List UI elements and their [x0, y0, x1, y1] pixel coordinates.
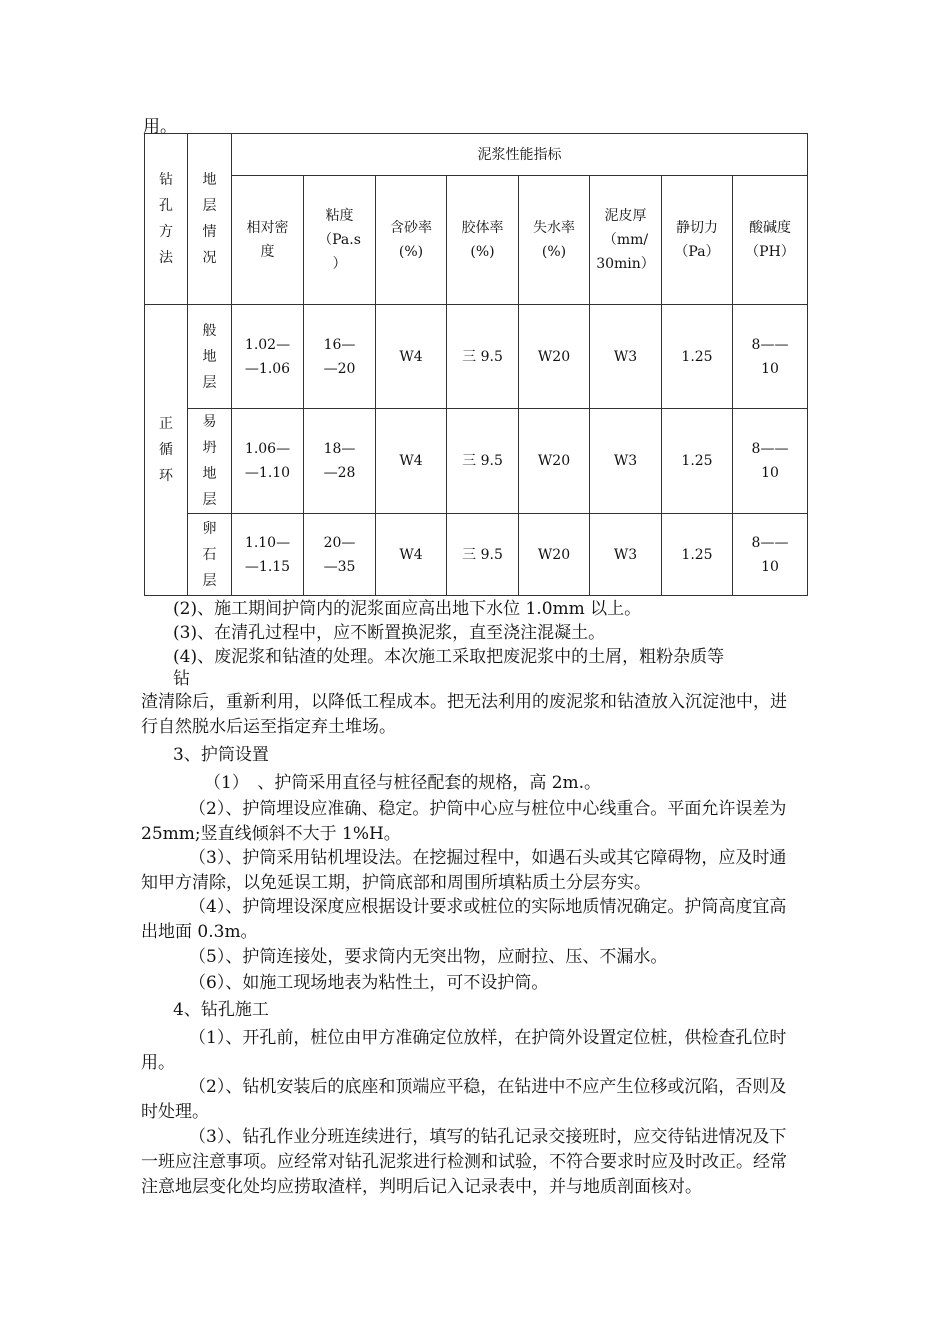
table-row — [145, 514, 808, 596]
section-4-title: 4、钻孔施工 — [173, 1000, 269, 1020]
paragraph-3: (3)、在清孔过程中，应不断置换泥浆，直至浇注混凝土。 — [173, 623, 606, 643]
cell-water-loss: W20 — [519, 514, 590, 596]
section-3-item-1: （1） 、护筒采用直径与桩径配套的规格，高 2m.。 — [204, 773, 602, 793]
header-density: 相对密 度 — [232, 176, 304, 305]
cell-mud-cake: W3 — [590, 305, 662, 409]
cell-water-loss: W20 — [519, 409, 590, 514]
section-3-title: 3、护筒设置 — [173, 745, 269, 765]
cell-shear: 1.25 — [662, 305, 733, 409]
table-row — [145, 305, 808, 409]
cell-ph: 8—— 10 — [733, 409, 808, 514]
section-3-item-5: （5）、护筒连接处，要求筒内无突出物，应耐拉、压、不漏水。 — [189, 947, 668, 967]
mud-performance-table — [144, 133, 808, 596]
cell-colloid: 三 9.5 — [447, 305, 519, 409]
cell-density: 1.06— —1.10 — [232, 409, 304, 514]
cell-sand: W4 — [376, 305, 447, 409]
section-4-item-3: （3）、钻孔作业分班连续进行，填写的钻孔记录交接班时，应交待钻进情况及下一班应注意事项。应经常对钻孔泥浆进行检测和试验，不符合要求时应及时改正。经常注意地层变化处均应捞取渣样，判明后记入记录表中，并与地质剖面核对。 — [141, 1127, 787, 1197]
cell-method: 正循环 — [145, 305, 188, 596]
section-3-item-6: （6）、如施工现场地表为粘性土，可不设护筒。 — [189, 973, 549, 993]
cell-density: 1.02— —1.06 — [232, 305, 304, 409]
header-viscosity: 粘度 （Pa.s ） — [304, 176, 376, 305]
cell-colloid: 三 9.5 — [447, 514, 519, 596]
paragraph-4-line1: (4)、废泥浆和钻渣的处理。本次施工采取把废泥浆中的土屑，粗粉杂质等 — [173, 647, 725, 667]
cell-sand: W4 — [376, 409, 447, 514]
section-3-item-3: （3）、护筒采用钻机埋设法。在挖掘过程中，如遇石头或其它障碍物，应及时通知甲方清除，以免延误工期，护筒底部和周围所填粘质土分层夯实。 — [141, 848, 787, 893]
header-ph: 酸碱度 （PH） — [733, 176, 808, 305]
header-sand-content: 含砂率 (%) — [376, 176, 447, 305]
cell-stratum: 般地层 — [188, 305, 232, 409]
cell-sand: W4 — [376, 514, 447, 596]
intro-tail: 用。 — [143, 117, 177, 137]
header-mud-indicators: 泥浆性能指标 — [232, 134, 808, 176]
header-colloid-rate: 胶体率 (%) — [447, 176, 519, 305]
paragraph-2: (2)、施工期间护筒内的泥浆面应高出地下水位 1.0mm 以上。 — [173, 599, 642, 619]
section-3-item-2: （2）、护筒埋设应准确、稳定。护筒中心应与桩位中心线重合。平面允许误差为 25mm;竖直线倾斜不大于 1%H。 — [141, 799, 787, 844]
section-3-item-4: （4）、护筒埋设深度应根据设计要求或桩位的实际地质情况确定。护筒高度宜高出地面 0.3m。 — [141, 897, 787, 942]
header-drill-method: 钻孔方法 — [145, 134, 188, 305]
cell-ph: 8—— 10 — [733, 514, 808, 596]
section-4-item-1: （1）、开孔前，桩位由甲方准确定位放样，在护筒外设置定位桩，供检查孔位时用。 — [141, 1028, 787, 1073]
paragraph-4-body: 渣清除后，重新利用，以降低工程成本。把无法利用的废泥浆和钻渣放入沉淀池中，进行自然脱水后运至指定弃土堆场。 — [141, 692, 787, 737]
cell-colloid: 三 9.5 — [447, 409, 519, 514]
cell-water-loss: W20 — [519, 305, 590, 409]
header-mud-cake: 泥皮厚 （mm/ 30min） — [590, 176, 662, 305]
cell-viscosity: 16— —20 — [304, 305, 376, 409]
cell-ph: 8—— 10 — [733, 305, 808, 409]
cell-stratum: 易坍地层 — [188, 409, 232, 514]
cell-mud-cake: W3 — [590, 409, 662, 514]
paragraph-4-line2: 钻 — [173, 669, 190, 689]
cell-density: 1.10— —1.15 — [232, 514, 304, 596]
table-row — [145, 409, 808, 514]
cell-shear: 1.25 — [662, 514, 733, 596]
header-water-loss: 失水率 (%) — [519, 176, 590, 305]
section-4-item-2: （2）、钻机安装后的底座和顶端应平稳，在钻进中不应产生位移或沉陷，否则及时处理。 — [141, 1077, 787, 1122]
header-static-shear: 静切力 （Pa） — [662, 176, 733, 305]
cell-viscosity: 18— —28 — [304, 409, 376, 514]
cell-stratum: 卵石层 — [188, 514, 232, 596]
header-stratum: 地层情况 — [188, 134, 232, 305]
cell-mud-cake: W3 — [590, 514, 662, 596]
cell-viscosity: 20— —35 — [304, 514, 376, 596]
cell-shear: 1.25 — [662, 409, 733, 514]
